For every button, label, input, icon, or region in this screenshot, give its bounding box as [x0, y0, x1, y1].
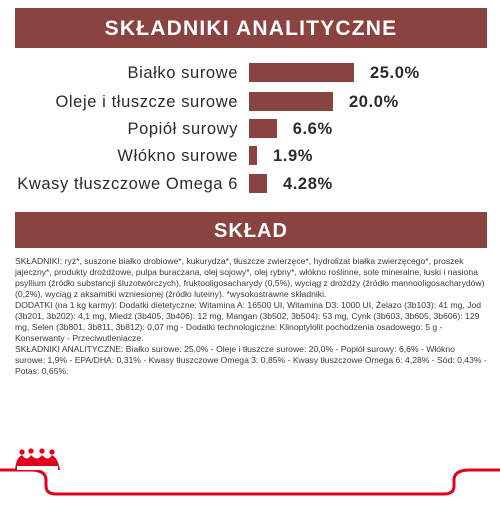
ingredients-paragraph: SKŁADNIKI: ryż*, suszone białko drobiowe*, kukurydza*, tłuszcze zwierzęce*, hydrolizat białka zwierzęcego*, proszek jajeczny*, produkty drożdżowe, pulpa buraczana, olej sojowy*, olej rybny*, włókno roślinne, sole mineralne, łuski i nasiona psyllium (źródło substancji śluzotwórczych), fruktooligosacharydy (0,5%), wyciąg z drożdży (źródło mannooligosacharydów) (0,2%), wyciąg z aksamitki wzniesionej (źródło luteiny). *wysokostrawne składniki.	[15, 256, 485, 299]
nutrient-label: Oleje i tłuszcze surowe	[55, 93, 238, 111]
brand-swoosh	[0, 428, 500, 500]
nutrient-label: Białko surowe	[127, 64, 238, 82]
nutrient-row-omega6	[0, 171, 500, 197]
nutrient-row-fat	[0, 89, 500, 115]
nutrient-bar	[249, 119, 277, 138]
nutrient-bar	[249, 174, 267, 193]
nutrient-bar	[249, 92, 333, 111]
composition-title: SKŁAD	[214, 220, 288, 242]
nutrient-value: 20.0%	[349, 93, 399, 111]
nutrient-value: 4.28%	[282, 175, 333, 193]
analytical-paragraph: SKŁADNIKI ANALITYCZNE: Białko surowe: 25,0% - Oleje i tłuszcze surowe: 20,0% - Popiół surowy: 6,6% - Włókno surowe: 1,9% - EPA/DHA: 0,31% - Kwasy tłuszczowe Omega 3: 0,85% - Kwasy tłuszczowe Omega 6: 4,28% - Sód: 0,43% - Potas: 0,65%.	[15, 344, 487, 376]
nutrient-label: Włókno surowe	[117, 147, 238, 165]
nutrient-row-fibre	[0, 143, 500, 169]
analytical-components-title: SKŁADNIKI ANALITYCZNE	[104, 17, 398, 40]
brand-footer	[0, 428, 500, 500]
analytical-components-banner	[15, 8, 487, 48]
nutrient-value: 25.0%	[370, 64, 420, 82]
royal-canin-crown-icon	[15, 448, 60, 470]
nutrient-row-protein	[0, 60, 500, 86]
nutrient-row-ash	[0, 116, 500, 142]
nutrient-value: 6.6%	[292, 120, 333, 138]
nutrient-label: Kwasy tłuszczowe Omega 6	[17, 175, 238, 193]
nutrient-value: 1.9%	[273, 147, 314, 165]
nutrient-bar	[249, 146, 257, 165]
nutrient-label: Popiół surowy	[127, 120, 238, 138]
additives-paragraph: DODATKI (na 1 kg karmy): Dodatki dietetyczne: Witamina A: 16500 UI, Witamina D3: 1000 UI, Żelazo (3b103): 41 mg, Jod (3b201, 3b202): 4,1 mg, Miedź (3b405, 3b406): 12 mg, Mangan (3b502, 3b504): 53 mg, Cynk (3b603, 3b605, 3b606): 129 mg, Selen (3b801, 3b811, 3b812): 0,07 mg - Dodatki technologiczne: Klinoptylolit pochodzenia osadowego: 5 g - Konserwanty - Przeciwutleniacze.	[15, 300, 482, 343]
composition-text	[15, 256, 487, 377]
composition-banner	[15, 212, 487, 248]
nutrient-bar	[249, 63, 354, 82]
